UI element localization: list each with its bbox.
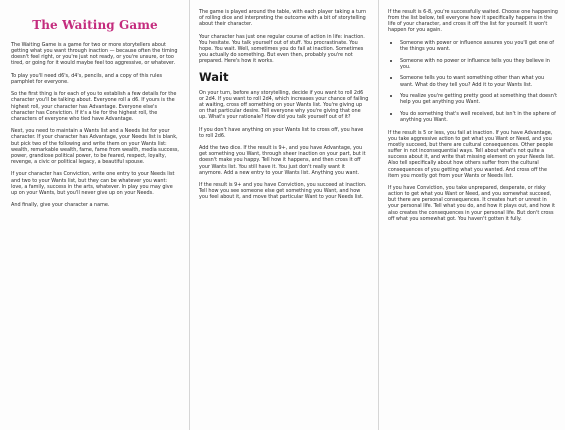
setup-paragraph: So the first thing is for each of you to establish a few details for the character you'll be talking about. Everyone roll a d6. If yours is the highest roll, your character has Advantage. Everyone else's character has Conviction. If it's a tie for the highest roll, the characters of everyone who tied have Advantage. bbox=[11, 91, 177, 122]
no-wants-paragraph: If you don't have anything on your Wants list to cross off, you have to roll 2d6. bbox=[199, 126, 364, 139]
materials-paragraph: To play you'll need d6's, d4's, pencils, and a copy of this rules pamphlet for everyone. bbox=[11, 72, 163, 85]
conviction-low-paragraph: If you have Conviction, you take unprepared, desperate, or risky action to get what you Want or Need, and you somewhat succeed, but there are personal consequences. It creates hurt or unrest in your personal life. Tell what you do, and how it plays out, and how it also creates the consequences in your personal life. But don't cross off what you somewhat got. You haven't gotten it fully. bbox=[388, 185, 556, 222]
turn-paragraph: The game is played around the table, with each player taking a turn of rolling dice and interpreting the outcome with a bit of storytelling about their character. bbox=[199, 9, 367, 28]
list-item: • Someone tells you to want something other than what you want. What do they tell you? Add it to your Wants list. bbox=[400, 75, 558, 87]
column-3 bbox=[383, 0, 563, 430]
list-item: • Someone with no power or influence tells you they believe in you. bbox=[400, 58, 558, 70]
advantage-result-paragraph: Add the two dice. If the result is 9+, and you have Advantage, you get something you Want, through sheer inaction on your part, but it doesn't make you happy. Tell how it happens, and then cross it off your Wants list. You still have it. You just don't really want it anymore. Add a new entry to your Wants list. Anything you want. bbox=[199, 145, 366, 176]
list-item: • You realize you're getting pretty good at something that doesn't help you get anything you Want. bbox=[400, 93, 558, 105]
column-2 bbox=[194, 0, 374, 430]
advantage-paragraph: Next, you need to maintain a Wants list and a Needs list for your character. If your character has Advantage, your Needs list is blank, but pick two of the following and write them on your Wants list: wealth, remarkable wealth, fame, fame from wealth, media success, power, grandiose political power, to be feared, respect, loyalty, revenge, a civic or political legacy, a beautiful spouse. bbox=[11, 128, 179, 166]
page-title: The Waiting Game bbox=[32, 18, 158, 32]
happenings-list bbox=[388, 40, 558, 124]
column-1 bbox=[6, 0, 184, 430]
conviction-result-paragraph: If the result is 9+ and you have Conviction, you succeed at inaction. Tell how you see someone else get something you Want, and how you feel about it, and move that particular Want to your Needs list. bbox=[199, 182, 367, 201]
roll-choice-paragraph: On your turn, before any storytelling, decide if you want to roll 2d6 or 2d4. If you want to roll 2d4, which increases your chance of failing at waiting, cross off something on your Wants list. You're giving up on that particular desire. Tell everyone why you're giving that one up. What's your rationale? How did you talk yourself out of it? bbox=[199, 89, 369, 121]
name-paragraph: And finally, give your character a name. bbox=[11, 202, 110, 209]
column-divider bbox=[378, 0, 379, 430]
low-result-paragraph: If the result is 5 or less, you fail at inaction. If you have Advantage, you take aggressive action to get what you Want or Need, and you mostly succeed, but there are cultural consequences. Other people suffer in not inconsequential ways. Tell about what's not quite a success about it, and write that missing element on your Needs list. Also tell specifically about how others suffer from the cultural consequences of you getting what you wanted. And cross off the item you mostly got from your Wants or Needs list. bbox=[388, 129, 555, 179]
section-heading-wait: Wait bbox=[199, 69, 229, 84]
mid-result-paragraph: If the result is 6-8, you're successfully waited. Choose one happening from the list below, tell everyone how it specifically happens in the life of your character, and cross it off the list for yourself. It won't happen for you again. bbox=[388, 9, 558, 34]
column-divider bbox=[189, 0, 190, 430]
inaction-paragraph: Your character has just one regular course of action in life: inaction. You hesitate. You talk yourself out of stuff. You procrastinate. You hope. You wait. Well, sometimes you do fail at inaction. Sometimes you actually do something. But even then, probably you're not prepared. Here's how it works. bbox=[199, 33, 365, 65]
conviction-paragraph: If your character has Conviction, write one entry to your Needs list and two to your Wants list, but they can be whatever you want: love, a family, success in the arts, whatever. In play you may give up on your Wants, but you'll never give up on your Needs. bbox=[11, 171, 175, 196]
list-item: • Someone with power or influence assures you you'll get one of the things you want. bbox=[400, 40, 558, 52]
intro-paragraph: The Waiting Game is a game for two or more storytellers about getting what you want through inaction — because often the timing doesn't feel right, or you're just not ready, or you're unsure, or too tired, or going for it would maybe feel too aggressive, or whatever. bbox=[11, 42, 178, 67]
list-item: • You do something that's well received, but isn't in the sphere of anything you Want. bbox=[400, 111, 558, 123]
